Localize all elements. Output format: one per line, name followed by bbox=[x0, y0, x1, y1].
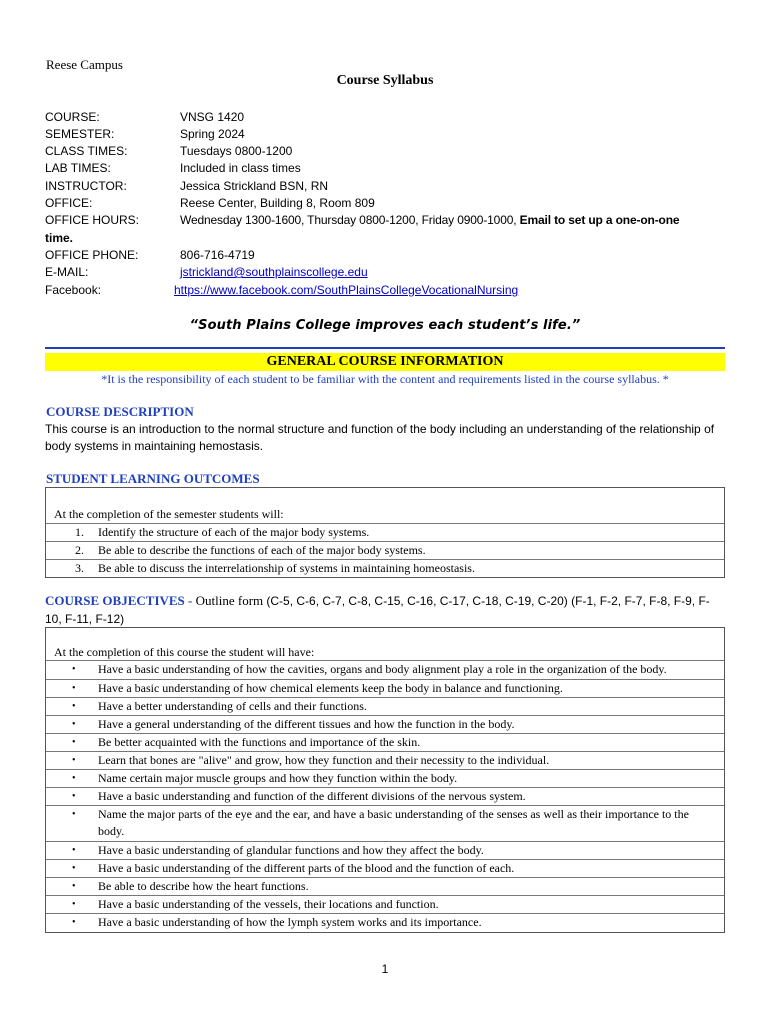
lab-times-value: Included in class times bbox=[180, 161, 301, 175]
bullet-icon: • bbox=[72, 899, 76, 910]
office-hours-email-note: Email to set up a one-on-one bbox=[519, 213, 680, 227]
list-item bbox=[46, 805, 724, 841]
office-hours-value bbox=[180, 213, 679, 227]
objective-text: Have a basic understanding of how the lymph system works and its importance. bbox=[98, 915, 482, 929]
office-label: OFFICE: bbox=[45, 196, 93, 210]
list-item bbox=[46, 679, 724, 697]
office-hours-times: Wednesday 1300-1600, Thursday 0800-1200, Friday 0900-1000, bbox=[180, 213, 520, 227]
page-title bbox=[0, 73, 770, 89]
lab-times-label: LAB TIMES: bbox=[45, 161, 111, 175]
objective-text: Learn that bones are "alive" and grow, how they function and their necessity to the individual. bbox=[98, 753, 550, 767]
bullet-icon: • bbox=[72, 683, 76, 694]
general-info-heading: GENERAL COURSE INFORMATION bbox=[45, 353, 725, 371]
campus-name: Reese Campus bbox=[46, 57, 123, 72]
phone-label: OFFICE PHONE: bbox=[45, 248, 139, 262]
outcome-number: 2. bbox=[75, 543, 84, 557]
list-item bbox=[46, 877, 724, 895]
bullet-icon: • bbox=[72, 719, 76, 730]
course-objectives-heading-line bbox=[45, 592, 725, 628]
objective-text: Have a better understanding of cells and their functions. bbox=[98, 699, 367, 713]
outcome-text: Be able to describe the functions of each of the major body systems. bbox=[98, 543, 426, 557]
bullet-icon: • bbox=[72, 809, 76, 820]
objective-text: Name certain major muscle groups and how they function within the body. bbox=[98, 771, 458, 785]
bullet-icon: • bbox=[72, 845, 76, 856]
bullet-icon: • bbox=[72, 917, 76, 928]
list-item bbox=[46, 751, 724, 769]
objective-text: Have a basic understanding of the vessels, their locations and function. bbox=[98, 897, 439, 911]
table-row bbox=[46, 541, 724, 559]
college-motto: “South Plains College improves each student’s life.” bbox=[189, 318, 581, 333]
bullet-icon: • bbox=[72, 737, 76, 748]
objectives-intro: At the completion of this course the student will have: bbox=[54, 645, 315, 659]
objective-text: Have a basic understanding of how the cavities, organs and body alignment play a role in the organization of the body. bbox=[98, 662, 667, 676]
outline-codes: (C-5, C-6, C-7, C-8, C-15, C-16, C-17, C-18, C-19, C-20) (F-1, F-2, F-7, F-8, F-9, F-10, F-11, F-12) bbox=[45, 594, 710, 626]
course-objectives-table bbox=[45, 627, 725, 933]
outcome-number: 3. bbox=[75, 561, 84, 575]
bullet-icon: • bbox=[72, 863, 76, 874]
class-times-value: Tuesdays 0800-1200 bbox=[180, 144, 293, 158]
list-item bbox=[46, 787, 724, 805]
class-times-label: CLASS TIMES: bbox=[45, 144, 128, 158]
outcome-number: 1. bbox=[75, 525, 84, 539]
bullet-icon: • bbox=[72, 881, 76, 892]
objective-text: Have a general understanding of the different tissues and how the function in the body. bbox=[98, 717, 515, 731]
list-item bbox=[46, 715, 724, 733]
objective-text: Have a basic understanding of glandular functions and how they affect the body. bbox=[98, 843, 484, 857]
list-item bbox=[46, 841, 724, 859]
section-divider bbox=[45, 347, 725, 349]
objective-text: Name the major parts of the eye and the ear, and have a basic understanding of the senses as well as their importance to the body. bbox=[98, 807, 689, 838]
objective-text: Have a basic understanding and function of the different divisions of the nervous system. bbox=[98, 789, 526, 803]
course-description-text: This course is an introduction to the normal structure and function of the body including an understanding of the relationship of body systems in maintaining hemostasis. bbox=[45, 422, 715, 453]
bullet-icon: • bbox=[72, 773, 76, 784]
facebook-label: Facebook: bbox=[45, 283, 102, 297]
objective-text: Be better acquainted with the functions and importance of the skin. bbox=[98, 735, 421, 749]
outcomes-intro-row bbox=[46, 488, 724, 523]
email-label: E-MAIL: bbox=[45, 265, 89, 279]
office-hours-continued: time. bbox=[45, 231, 74, 245]
bullet-icon: • bbox=[72, 755, 76, 766]
page-number: 1 bbox=[381, 962, 389, 976]
outline-label: Outline form bbox=[195, 593, 267, 608]
instructor-value: Jessica Strickland BSN, RN bbox=[180, 179, 329, 193]
objectives-intro-row bbox=[46, 628, 724, 660]
bullet-icon: • bbox=[72, 791, 76, 802]
office-value: Reese Center, Building 8, Room 809 bbox=[180, 196, 375, 210]
semester-value: Spring 2024 bbox=[180, 127, 245, 141]
list-item bbox=[46, 660, 724, 679]
office-hours-label: OFFICE HOURS: bbox=[45, 213, 140, 227]
course-objectives-heading: COURSE OBJECTIVES - bbox=[45, 593, 196, 608]
list-item bbox=[46, 733, 724, 751]
bullet-icon: • bbox=[72, 701, 76, 712]
outcome-text: Be able to discuss the interrelationship of systems in maintaining homeostasis. bbox=[98, 561, 475, 575]
table-row bbox=[46, 523, 724, 541]
list-item bbox=[46, 859, 724, 877]
list-item bbox=[46, 913, 724, 932]
email-link[interactable]: jstrickland@southplainscollege.edu bbox=[180, 265, 368, 279]
page-title-text: Course Syllabus bbox=[336, 73, 434, 88]
learning-outcomes-heading: STUDENT LEARNING OUTCOMES bbox=[46, 471, 260, 486]
phone-value: 806-716-4719 bbox=[180, 248, 255, 262]
course-label: COURSE: bbox=[45, 110, 100, 124]
objective-text: Be able to describe how the heart functions. bbox=[98, 879, 309, 893]
table-row bbox=[46, 559, 724, 577]
outcome-text: Identify the structure of each of the major body systems. bbox=[98, 525, 370, 539]
objective-text: Have a basic understanding of how chemical elements keep the body in balance and functioning. bbox=[98, 681, 563, 695]
list-item bbox=[46, 769, 724, 787]
outcomes-intro: At the completion of the semester students will: bbox=[54, 507, 284, 521]
responsibility-note: *It is the responsibility of each student to be familiar with the content and requirements listed in the course syllabus. * bbox=[101, 372, 669, 386]
list-item bbox=[46, 697, 724, 715]
learning-outcomes-table bbox=[45, 487, 725, 578]
objective-text: Have a basic understanding of the different parts of the blood and the function of each. bbox=[98, 861, 515, 875]
list-item bbox=[46, 895, 724, 913]
bullet-icon: • bbox=[72, 664, 76, 675]
semester-label: SEMESTER: bbox=[45, 127, 115, 141]
instructor-label: INSTRUCTOR: bbox=[45, 179, 127, 193]
course-value: VNSG 1420 bbox=[180, 110, 245, 124]
facebook-link[interactable]: https://www.facebook.com/SouthPlainsCollegeVocationalNursing bbox=[174, 283, 519, 297]
course-description-heading: COURSE DESCRIPTION bbox=[46, 404, 194, 419]
